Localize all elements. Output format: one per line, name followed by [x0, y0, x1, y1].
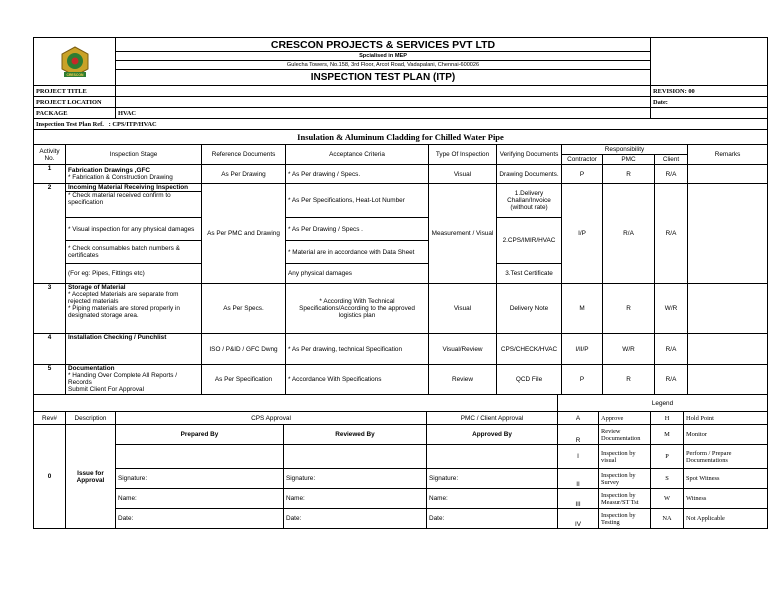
package-value: HVAC: [116, 108, 651, 119]
itp-reference: [34, 119, 768, 130]
col-client: Client: [655, 155, 688, 165]
legend-text-R: Review Documentation: [599, 425, 651, 445]
project-location-label: PROJECT LOCATION: [34, 97, 116, 108]
legend-code-M: M: [651, 425, 684, 445]
legend-text-H: Hold Point: [684, 412, 768, 425]
approved-by-header: Approved By: [427, 425, 558, 445]
legend-text-III: Inspection by Measur/ST Tst: [599, 489, 651, 509]
prepared-date[interactable]: Date:: [116, 509, 284, 529]
col-type-of-inspection: Type Of Inspection: [429, 145, 497, 165]
activity-row-5: 5 Documentation * Handing Over Complete All Reports / Records Submit Client For Approval As Per Specification * Accordance With Specifications Review QCD File P R R/A: [34, 365, 768, 395]
reviewed-signature[interactable]: Signature:: [284, 469, 427, 489]
approved-date[interactable]: Date:: [427, 509, 558, 529]
legend-text-II: Inspection by Survey: [599, 469, 651, 489]
itp-sheet: [33, 37, 767, 529]
legend-code-H: H: [651, 412, 684, 425]
col-pmc: PMC: [603, 155, 655, 165]
company-name: CRESCON PROJECTS & SERVICES PVT LTD: [116, 38, 651, 52]
approval-table: [33, 394, 768, 529]
legend-code-R: R: [558, 425, 599, 445]
legend-text-IV: Inspection by Testing: [599, 509, 651, 529]
document-title: INSPECTION TEST PLAN (ITP): [116, 70, 651, 86]
legend-text-I: Inspection by visual: [599, 445, 651, 469]
col-acceptance-criteria: Acceptance Criteria: [286, 145, 429, 165]
legend-text-A: Approve: [599, 412, 651, 425]
itp-ref-label: Inspection Test Plan Ref.: [36, 120, 104, 128]
activity-row-3: 3 Storage of Material * Accepted Materials are separate from rejected materials * Piping materials are stored properly in designated storage area. As Per Specs. * According With Technical Specifications/According to the approved logistics plan Visual Delivery Note M R W/R: [34, 284, 768, 334]
col-activity-no: Activity No.: [34, 145, 66, 165]
legend-code-S: S: [651, 469, 684, 489]
legend-text-S: Spot Witness: [684, 469, 768, 489]
col-reference-documents: Reference Documents: [202, 145, 286, 165]
section-title: Insulation & Aluminum Cladding for Chilled Water Pipe: [34, 130, 768, 145]
legend-code-W: W: [651, 489, 684, 509]
legend-code-A: A: [558, 412, 599, 425]
col-verifying-documents: Verifying Documents: [497, 145, 562, 165]
header-blank: [651, 38, 768, 52]
project-info-table: [33, 85, 768, 145]
company-logo: [34, 38, 116, 86]
legend-code-IV: IV: [558, 509, 599, 529]
company-address: Gulecha Towers, No.158, 3rd Floor, Arcot Road, Vadapalani, Chennai-600026: [116, 61, 651, 70]
col-responsibility: Responsibility: [562, 145, 688, 155]
logo-emblem-icon: [58, 45, 92, 79]
package-label: PACKAGE: [34, 108, 116, 119]
legend-code-III: III: [558, 489, 599, 509]
itp-ref-value: : CPS/ITP/HVAC: [108, 120, 157, 128]
issue-for-approval: Issue for Approval: [66, 425, 116, 529]
approved-name[interactable]: Name:: [427, 489, 558, 509]
prepared-signature[interactable]: Signature:: [116, 469, 284, 489]
legend-code-P: P: [651, 445, 684, 469]
prepared-name[interactable]: Name:: [116, 489, 284, 509]
legend-text-M: Monitor: [684, 425, 768, 445]
activity-row-4: 4 Installation Checking / Punchlist ISO / P&ID / GFC Dwng * As Per drawing, technical Specification Visual/Review CPS/CHECK/HVAC I/II/P W/R R/A: [34, 334, 768, 365]
date-label: Date:: [651, 97, 768, 108]
approved-signature[interactable]: Signature:: [427, 469, 558, 489]
reviewed-date[interactable]: Date:: [284, 509, 427, 529]
activity-row-2: 2 Incoming Material Receiving Inspection As Per PMC and Drawing * As Per Specifications, Heat-Lot Number Measurement / Visual 1.Delivery Challan/Invoice (without rate) I/P R/A R/A: [34, 184, 768, 192]
project-title-value: [116, 86, 651, 97]
project-location-value: [116, 97, 651, 108]
specialised-line: Spcialised in MEP: [116, 52, 651, 61]
legend-text-P: Perform / Prepare Documentations: [684, 445, 768, 469]
legend-title: Legend: [558, 395, 768, 412]
rev-number: 0: [47, 473, 52, 480]
revision-label: REVISION: 00: [651, 86, 768, 97]
col-remarks: Remarks: [688, 145, 768, 165]
legend-text-NA: Not Applicable: [684, 509, 768, 529]
rev-header: Rev#: [34, 412, 66, 425]
legend-code-II: II: [558, 469, 599, 489]
project-title-label: PROJECT TITLE: [34, 86, 116, 97]
cps-approval-header: CPS Approval: [116, 412, 427, 425]
approved-by-blank: [427, 445, 558, 469]
header-table: [33, 37, 768, 86]
legend-text-W: Witness: [684, 489, 768, 509]
legend-code-NA: NA: [651, 509, 684, 529]
prepared-by-header: Prepared By: [116, 425, 284, 445]
col-contractor: Contractor: [562, 155, 603, 165]
reviewed-name[interactable]: Name:: [284, 489, 427, 509]
reviewed-by-blank: [284, 445, 427, 469]
legend-code-I: I: [558, 445, 599, 469]
activity-row-1: 1 Fabrication Drawings ,GFC * Fabrication & Construction Drawing As Per Drawing * As Per drawing / Specs. Visual Drawing Documents. P R R/A: [34, 165, 768, 184]
reviewed-by-header: Reviewed By: [284, 425, 427, 445]
itp-table: Activity No. Inspection Stage Reference Documents Acceptance Criteria Type Of Inspection Verifying Documents Responsibility Remarks Contractor PMC Client 1 Fabrication Drawings ,GFC * Fabrication & Construction Drawing As Per Drawing * As Per drawing / Specs. Visual Drawing Documents. P R R/A 2 Incoming Material Receiving Inspection As Per PMC and Drawing * As Per Specifications, Heat-Lot Number Measurement / Visual 1.Delivery Challan/Invoice (without rate) I/P R/A R/A * Check material received confirm to specification * Visual inspection for any physical damages * As Per Drawing / Specs . 2.CPS/IMIR/HVAC * Check consumables batch numbers & certificates * Material are in accordance with Data Sheet (For eg: Pipes, Fittings etc) Any physical damages 3.Test Certificate 3 Storage of Material * Accepted Materials are separate from rejected materials * Piping materials are stored properly in designated storage area. As Per Specs. * According With Technical Specifications/According to the approved logistics plan Visual Delivery Note M R W/R 4 Installation Checking / Punchlist ISO / P&ID / GFC Dwng * As Per drawing, technical Specification Visual/Review CPS/CHECK/HVAC I/II/P W/R R/A 5 Documentation * Handing Over Complete All Reports / Records Submit Client For Approval As Per Specification * Accordance With Specifications Review QCD File P R R/A: [33, 144, 768, 395]
pmc-client-approval-header: PMC / Client Approval: [427, 412, 558, 425]
logo-text: CRESCON: [66, 72, 83, 77]
description-header: Description: [66, 412, 116, 425]
prepared-by-blank: [116, 445, 284, 469]
col-inspection-stage: Inspection Stage: [66, 145, 202, 165]
